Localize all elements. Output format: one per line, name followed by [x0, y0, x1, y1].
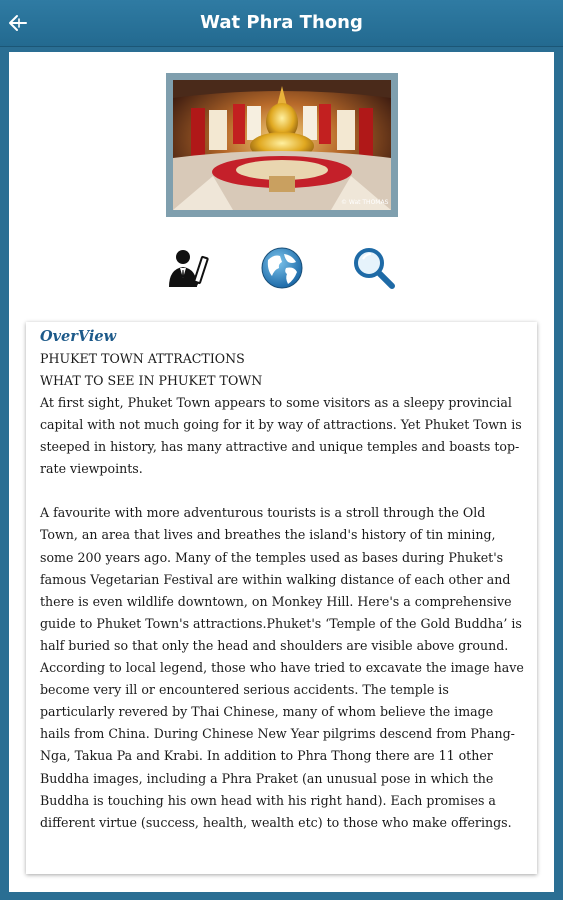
globe-icon [260, 246, 304, 290]
globe-button[interactable] [257, 243, 307, 293]
overview-card [26, 322, 537, 874]
temple-photo-frame [166, 73, 398, 217]
overview-paragraph: At first sight, Phuket Town appears to some visitors as a sleepy provincial capital with not much going for it by way of attractions. Yet Phuket Town is steeped in history, has many attractive and unique temples and boasts top-rate viewpoints. [40, 395, 522, 477]
temple-photo-image [173, 80, 391, 210]
photo-credit: © Wat THOMAS [341, 199, 389, 206]
overview-heading-what-to-see: WHAT TO SEE IN PHUKET TOWN [40, 373, 263, 388]
overview-heading-attractions: PHUKET TOWN ATTRACTIONS [40, 351, 245, 366]
search-icon [351, 245, 397, 291]
temple-photo[interactable] [173, 80, 391, 210]
overview-title: OverView [40, 328, 117, 345]
search-button[interactable] [349, 243, 399, 293]
bottom-edge [0, 892, 563, 900]
overview-paragraph: A favourite with more adventurous tourists is a stroll through the Old Town, an area that lives and breathes the island's history of tin mining, some 200 years ago. Many of the temples used as bases during Phuket's famous Vegetarian Festival are within walking distance of each other and there is even wildlife downtown, on Monkey Hill. Here's a comprehensive guide to Phuket Town's attractions.Phuket's ‘Temple of the Gold Buddha’ is half buried so that only the head and shoulders are visible above ground. According to local legend, those who have tried to excavate the image have become very ill or encountered serious accidents. The temple is particularly revered by Thai Chinese, many of whom believe the image hails from China. During Chinese New Year pilgrims descend from Phang-Nga, Takua Pa and Krabi. In addition to Phra Thong there are 11 other Buddha images, including a Phra Praket (an unusual pose in which the Buddha is touching his own head with his right hand). Each promises a different virtue (success, health, wealth etc) to those who make offerings. [40, 505, 524, 830]
app-bar [0, 0, 563, 47]
content-sheet [9, 52, 554, 892]
page-title: Wat Phra Thong [200, 12, 363, 33]
guide-button[interactable] [161, 243, 211, 293]
action-icons [9, 243, 554, 295]
guide-icon [163, 245, 209, 291]
